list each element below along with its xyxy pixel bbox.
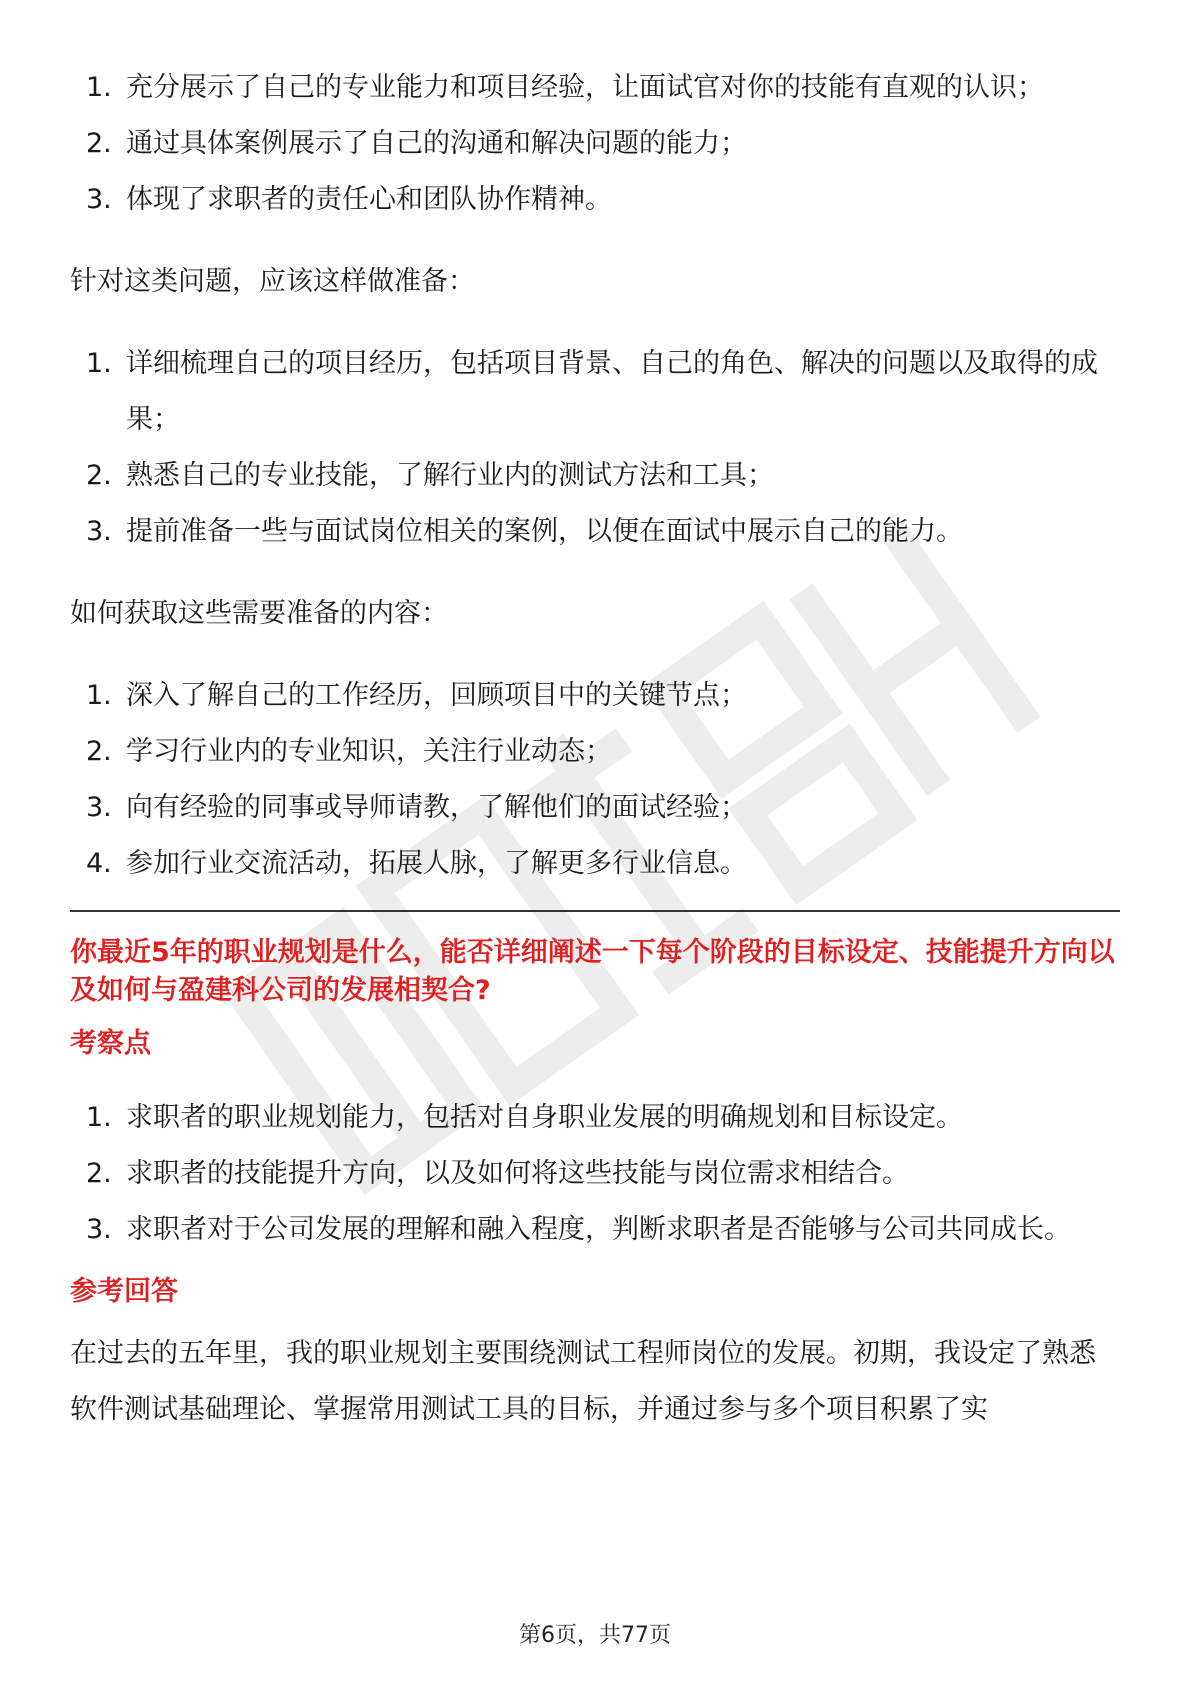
list-item: 2. 熟悉自己的专业技能，了解行业内的测试方法和工具；: [86, 460, 774, 491]
list-focus: [70, 1090, 1120, 1258]
answer-text: 在过去的五年里，我的职业规划主要围绕测试工程师岗位的发展。初期，我设定了熟悉软件测试基础理论、掌握常用测试工具的目标，并通过参与多个项目积累了实: [70, 1338, 1096, 1425]
answer-label: 参考回答: [70, 1276, 178, 1307]
list-item: 3. 向有经验的同事或导师请教，了解他们的面试经验；: [86, 792, 747, 823]
page-number: 第6页，共77页: [519, 1623, 671, 1648]
list-highlights: [70, 60, 1120, 228]
list-obtain: [70, 668, 1120, 892]
list-item: 2. 求职者的技能提升方向，以及如何将这些技能与岗位需求相结合。: [86, 1158, 909, 1189]
section-divider: [70, 910, 1120, 912]
list-item: 2. 学习行业内的专业知识，关注行业动态；: [86, 736, 612, 767]
prep-intro: 针对这类问题，应该这样做准备：: [70, 266, 475, 297]
list-item: 3. 求职者对于公司发展的理解和融入程度，判断求职者是否能够与公司共同成长。: [86, 1214, 1071, 1245]
page-content: [70, 60, 1120, 1438]
focus-label: 考察点: [70, 1028, 151, 1059]
list-item: 4. 参加行业交流活动，拓展人脉，了解更多行业信息。: [86, 848, 747, 879]
obtain-intro: 如何获取这些需要准备的内容：: [70, 598, 448, 629]
list-item: 3. 提前准备一些与面试岗位相关的案例，以便在面试中展示自己的能力。: [86, 516, 963, 547]
question-heading: 你最近5年的职业规划是什么，能否详细阐述一下每个阶段的目标设定、技能提升方向以及如何与盈建科公司的发展相契合?: [70, 937, 1115, 1006]
list-item: 2. 通过具体案例展示了自己的沟通和解决问题的能力；: [86, 128, 747, 159]
list-item: 1. 求职者的职业规划能力，包括对自身职业发展的明确规划和目标设定。: [86, 1102, 963, 1133]
list-preparation: [70, 336, 1120, 560]
list-item: 1. 详细梳理自己的项目经历，包括项目背景、自己的角色、解决的问题以及取得的成果；: [86, 348, 1098, 435]
list-item: 1. 深入了解自己的工作经历，回顾项目中的关键节点；: [86, 680, 747, 711]
list-item: 3. 体现了求职者的责任心和团队协作精神。: [86, 184, 612, 215]
list-item: 1. 充分展示了自己的专业能力和项目经验，让面试官对你的技能有直观的认识；: [86, 72, 1044, 103]
